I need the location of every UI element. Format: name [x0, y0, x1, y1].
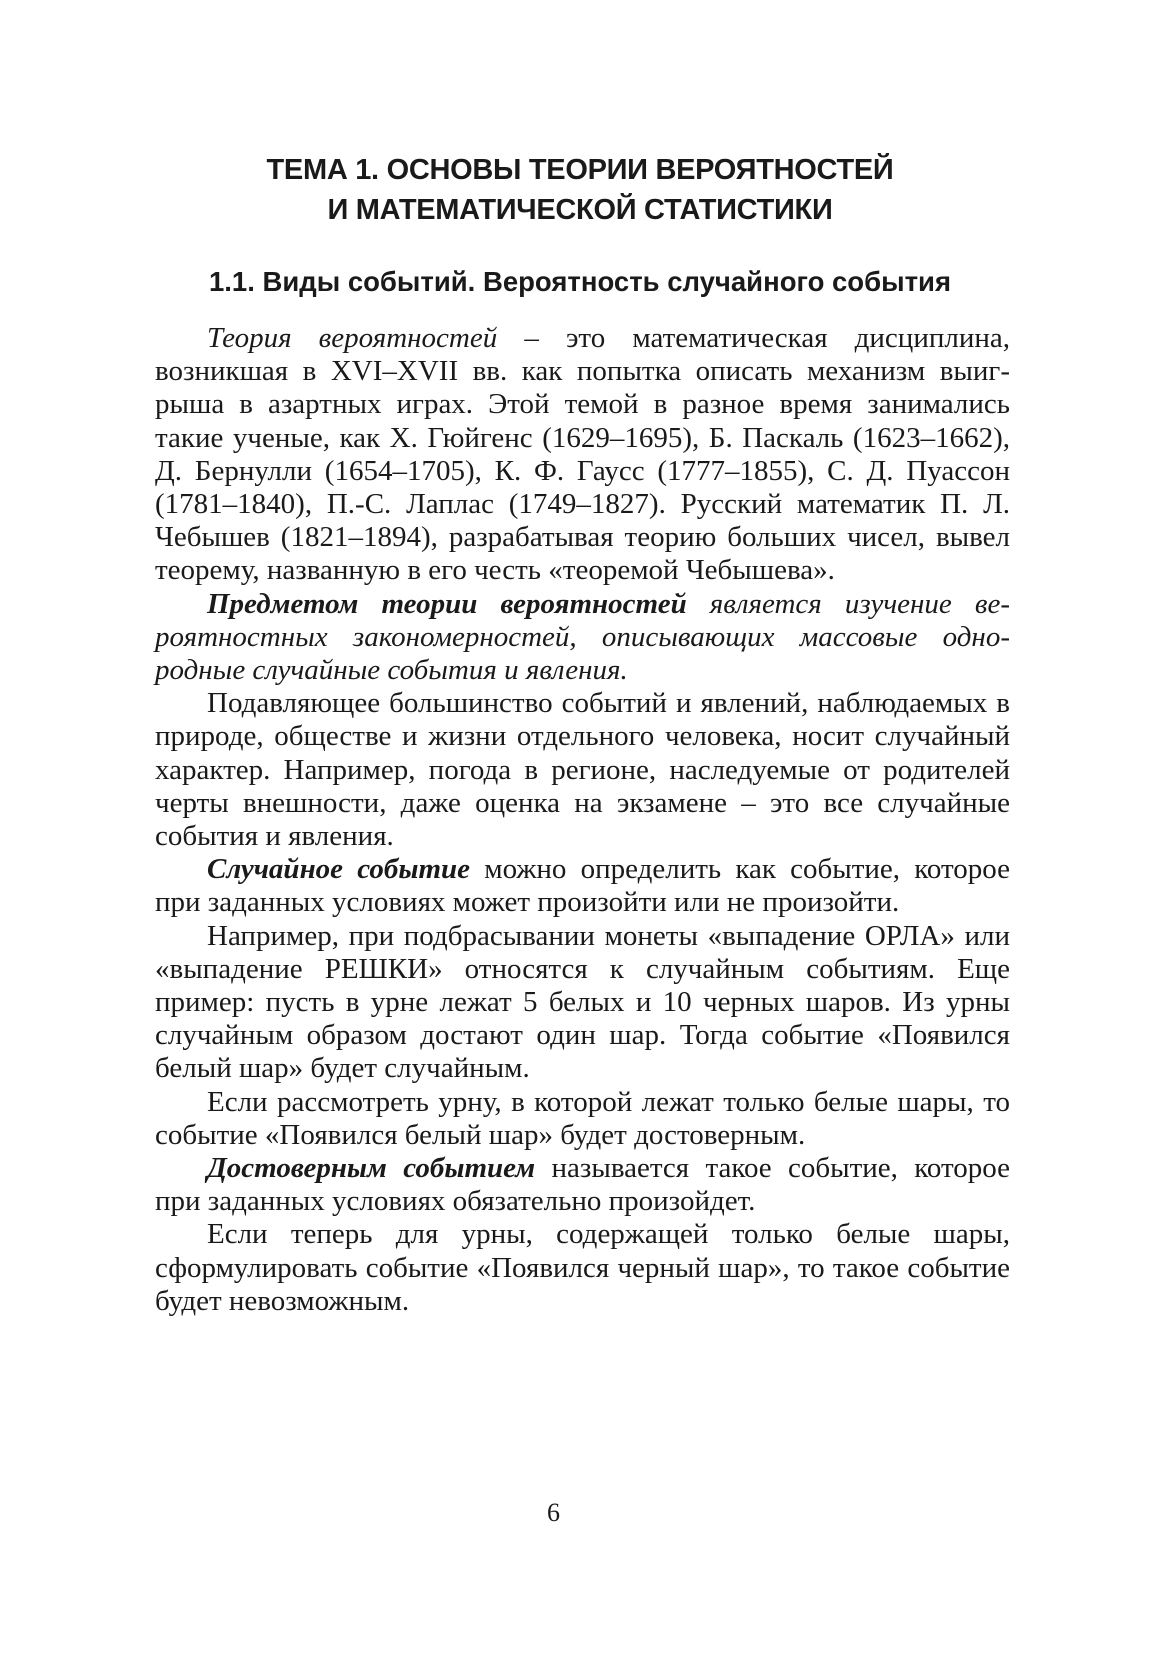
term-random-event: Случайное событие	[207, 853, 471, 886]
paragraph-7	[155, 1152, 1010, 1218]
paragraph-4-text: можно определить как событие, которое при заданных условиях может произойти или не произойти.	[155, 853, 1010, 919]
paragraph-6: Если рассмотреть урну, в которой лежат только белые шары, то событие «Появился белый шар» будет достоверным.	[155, 1085, 1010, 1151]
page-number: 6	[547, 1498, 560, 1527]
paragraph-1	[155, 322, 1010, 588]
topic-title	[120, 150, 1040, 230]
paragraph-1-text: – это математическая дисциплина, возникшая в XVI–XVII вв. как попытка описать механизм выигрыша в азартных играх. Этой темой в разное время занимались такие ученые, как Х. Гюйгенс (1629–1695), Б. Паскаль (1623–1662), Д. Бернулли (1654–1705), К. Ф. Гаусс (1777–1855), С. Д. Пуассон (1781–1840), П.-С. Лаплас (1749–1827). Русский математик П. Л. Чебышев (1821–1894), разрабатывая теорию больших чисел, вывел теорему, названную в его честь «теоремой Чебышева».	[155, 322, 1010, 587]
paragraph-5: Например, при подбрасывании монеты «выпадение ОРЛА» или «выпадение РЕШКИ» относятся к случайным событиям. Еще пример: пусть в урне лежат 5 белых и 10 черных шаров. Из урны случайным образом достают один шар. Тогда событие «Появился белый шар» будет случайным.	[155, 919, 1010, 1085]
topic-title-line-2: И МАТЕМАТИЧЕСКОЙ СТАТИСТИКИ	[327, 194, 833, 226]
topic-title-line-1: ТЕМА 1. ОСНОВЫ ТЕОРИИ ВЕРОЯТНОСТЕЙ	[266, 154, 894, 186]
paragraph-2	[155, 588, 1010, 688]
term-subject-of-probability: Предметом теории вероятностей	[207, 587, 687, 620]
section-title: 1.1. Виды событий. Вероятность случайного события	[208, 266, 952, 297]
paragraph-3: Подавляющее большинство событий и явлений, наблюдаемых в природе, обществе и жизни отдельного человека, носит случайный характер. Например, погода в регионе, наследуемые от родителей черты внешности, даже оценка на экзамене – это все случайные события и явления.	[155, 687, 1010, 853]
body-text	[155, 322, 1010, 1318]
paragraph-2-definition: является изучение вероятностных закономерностей, описывающих массовые однородные случайные события и явления.	[155, 587, 1010, 687]
paragraph-7-text: называется такое событие, которое при заданных условиях обязательно произойдет.	[155, 1152, 1010, 1218]
term-certain-event: Достоверным событием	[207, 1152, 536, 1185]
paragraph-4	[155, 853, 1010, 919]
paragraph-8: Если теперь для урны, содержащей только белые шары, сформулировать событие «Появился черный шар», то такое событие будет невозможным.	[155, 1218, 1010, 1317]
term-probability-theory: Теория вероятностей	[207, 322, 498, 354]
